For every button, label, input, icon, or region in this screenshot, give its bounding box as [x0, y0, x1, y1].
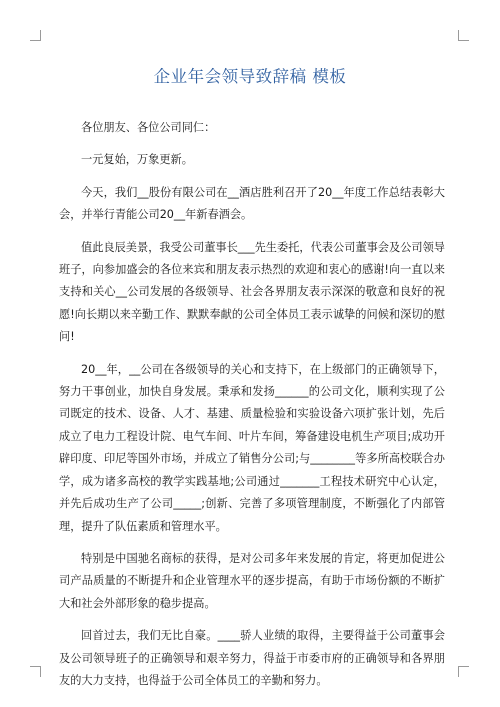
- paragraph-salutation: 各位朋友、各位公司同仁：: [81, 121, 216, 134]
- paragraph-thanks: 值此良辰美景，我受公司董事长___先生委托，代表公司董事会及公司领导班子，向参加盛会的各位来宾和朋友表示热烈的欢迎和衷心的感谢!向一直以来支持和关心__公司发展的各级领导、社会各界朋友表示深深的敬意和良好的祝愿!向长期以来辛勤工作、默默奉献的公司全体员工表示诚挚的问候和深切的慰问!: [59, 240, 445, 344]
- paragraph-trademark: 特别是中国驰名商标的获得，是对公司多年来发展的肯定，将更加促进公司产品质量的不断提升和企业管理水平的逐步提高，有助于市场份额的不断扩大和社会外部形象的稳步提高。: [59, 551, 445, 610]
- document-title: 企业年会领导致辞稿 模板: [153, 67, 347, 86]
- crop-mark-bottom-left: [30, 666, 41, 677]
- document-body: [59, 117, 445, 702]
- crop-mark-bottom-right: [458, 666, 469, 677]
- paragraph-review: 回首过去，我们无比自豪。____骄人业绩的取得，主要得益于公司董事会及公司领导班子的正确领导和艰辛努力，得益于市委市府的正确领导和各界朋友的大力支持，也得益于公司全体员工的辛勤和努力。: [59, 629, 445, 687]
- crop-mark-top-right: [458, 30, 469, 41]
- crop-mark-top-left: [30, 30, 41, 41]
- paragraph-greeting: 一元复始，万象更新。: [81, 153, 193, 167]
- paragraph-opening: 今天，我们__股份有限公司在__酒店胜利召开了20__年度工作总结表彰大会，并举行青能公司20__年新春酒会。: [59, 185, 445, 222]
- paragraph-achievements: 20__年，__公司在各级领导的关心和支持下，在上级部门的正确领导下，努力干事创业，加快自身发展。秉承和发扬______的公司文化，顺利实现了公司既定的技术、设备、人才、基建、质量检验和实验设备六项扩张计划，先后成立了电力工程设计院、电气车间、叶片车间，筹备建设电机生产项目;成功开辟印度、印尼等国外市场，并成立了销售分公司;与________等多所高校联合办学，成为诸多高校的教学实践基地;公司通过_______工程技术研究中心认定，并先后成功生产了公司_____;创新、完善了多项管理制度，不断强化了内部管理，提升了队伍素质和管理水平。: [59, 362, 445, 533]
